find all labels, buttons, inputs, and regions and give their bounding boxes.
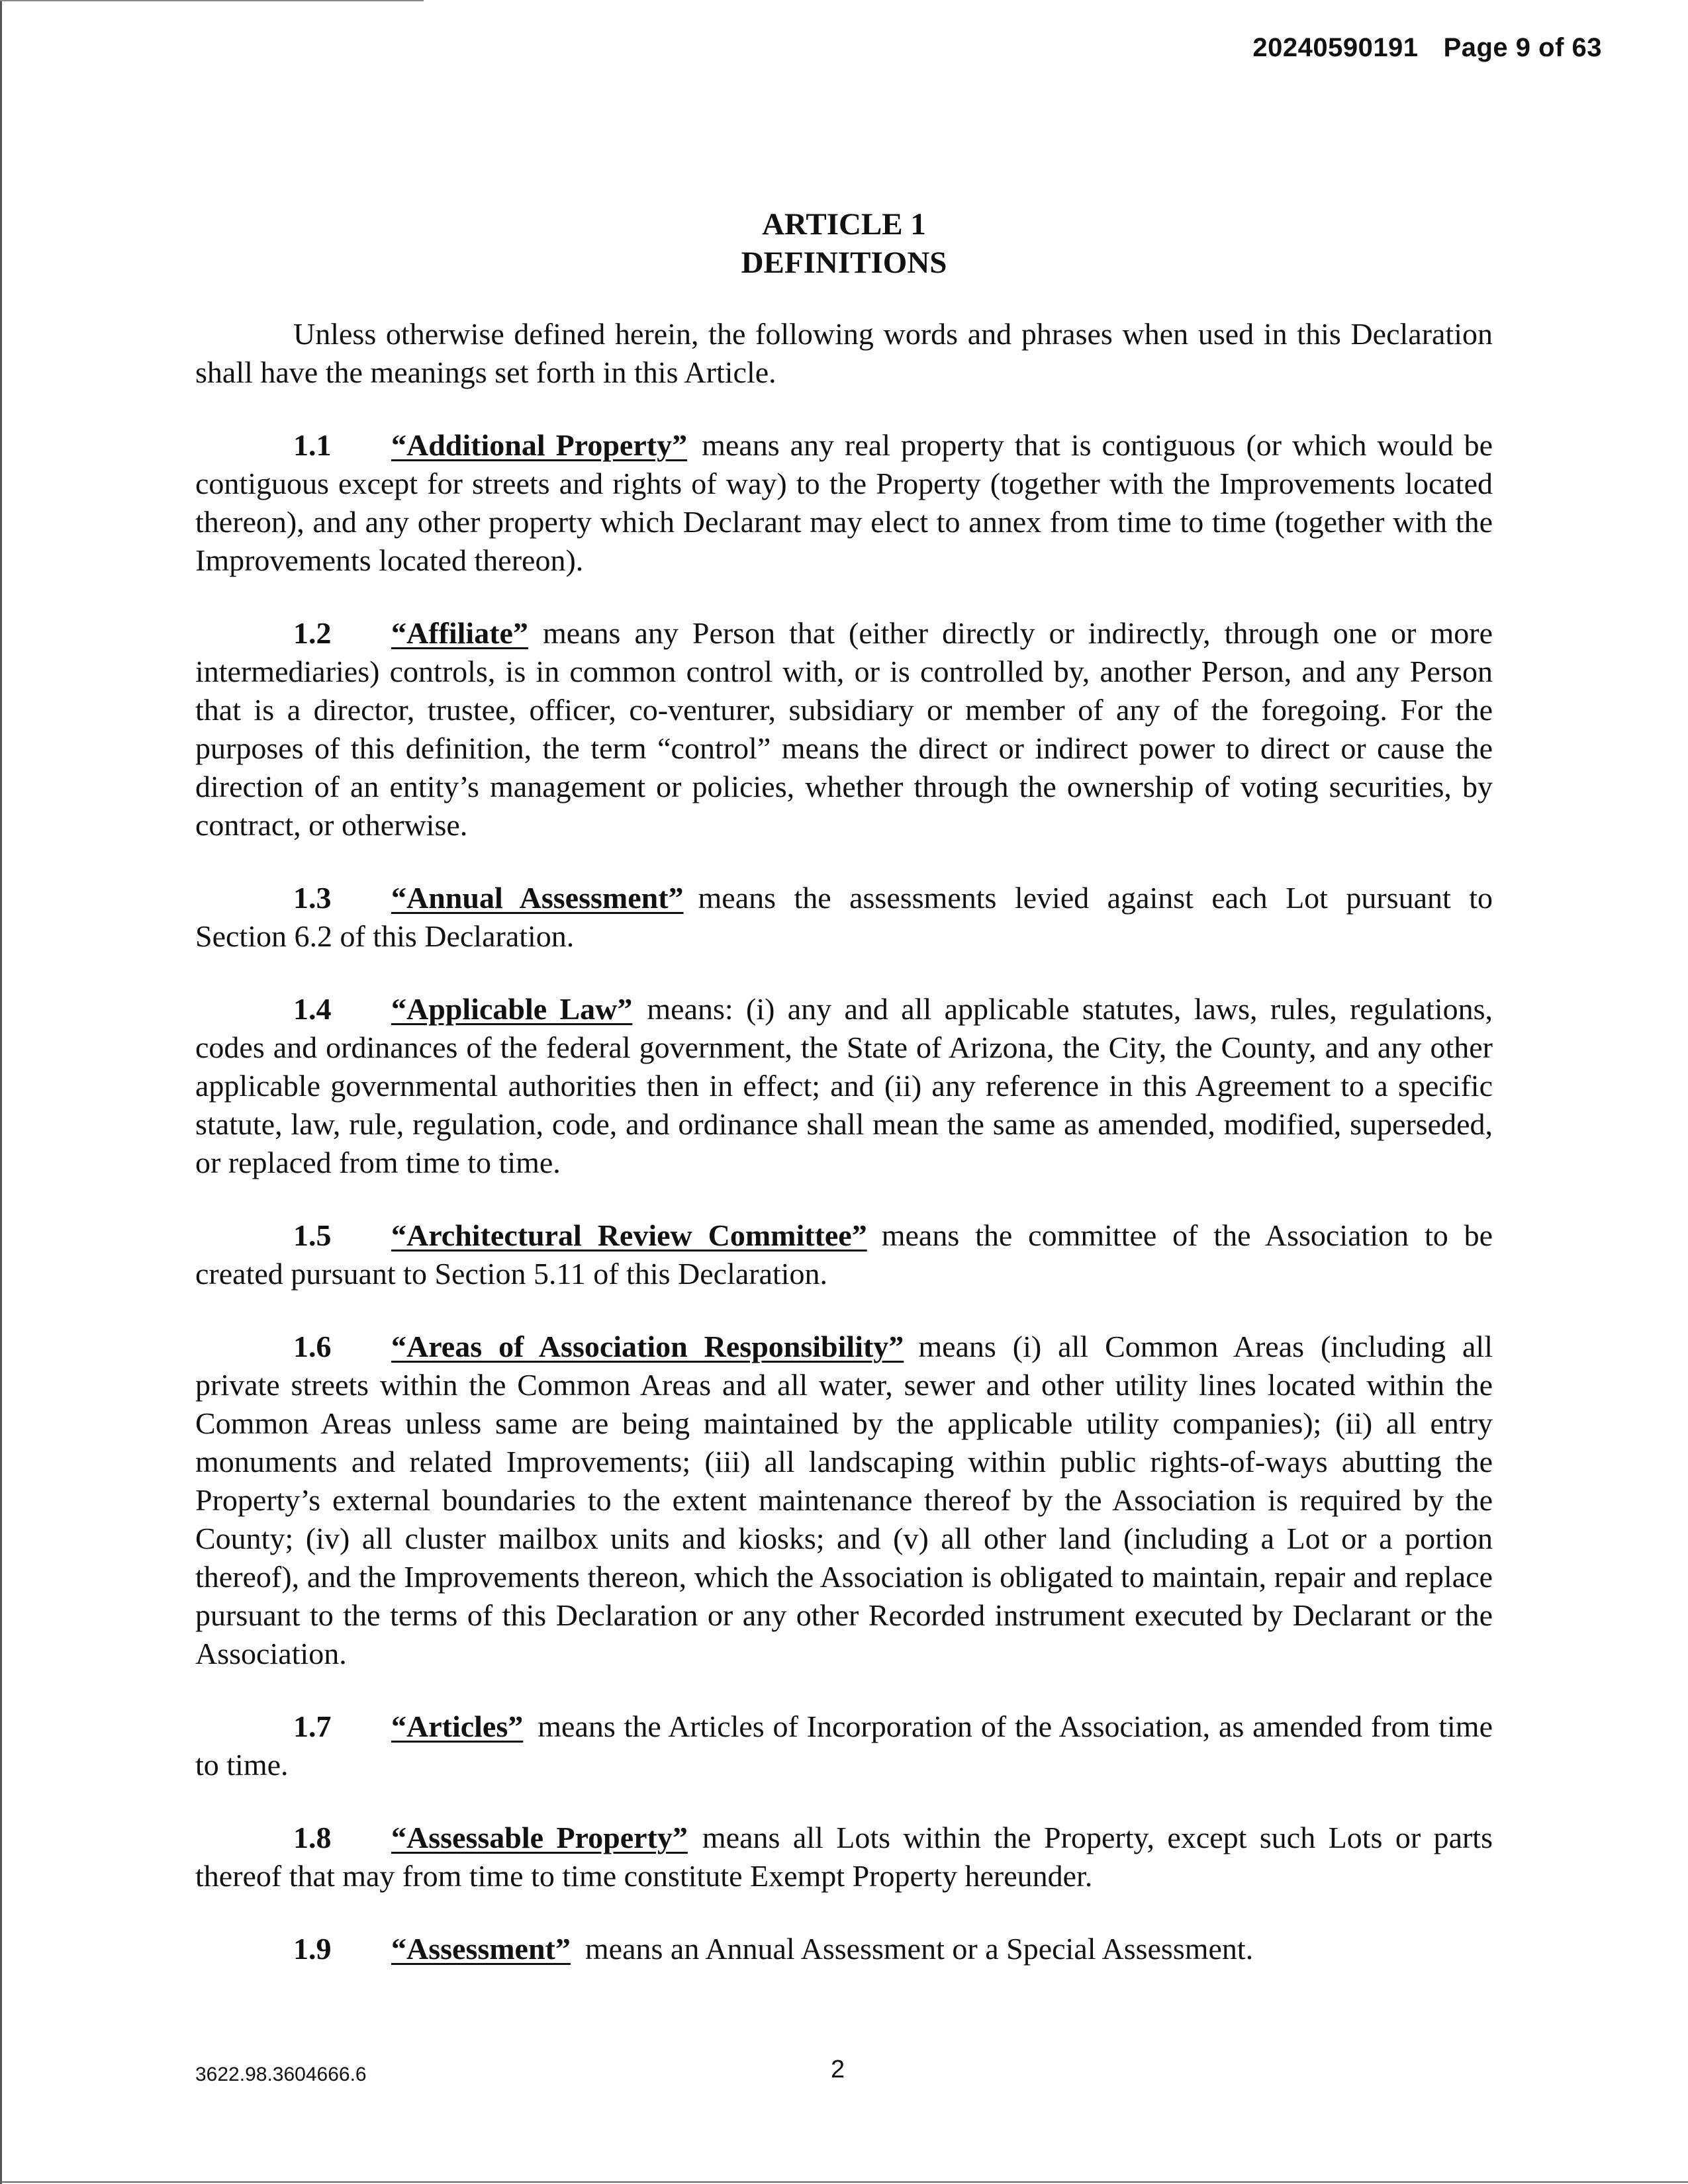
intro-paragraph: Unless otherwise defined herein, the following words and phrases when used in this Declaration shall have the meanings set forth in this Article. [195, 317, 1493, 389]
scan-edge-top [0, 0, 424, 1]
definition-text: means: (i) any and all applicable statutes, laws, rules, regulations, codes and ordinances of the federal government, the State of Arizona, the City, the County, and any other applicable governmental authorities then in effect; and (ii) any reference in this Agreement to a specific statute, law, rule, regulation, code, and ordinance shall mean the same as amended, modified, superseded, or replaced from time to time. [195, 992, 1493, 1179]
scan-edge-left [0, 0, 2, 2184]
definition-term: “Affiliate” [391, 616, 528, 650]
definition-1-5 [195, 1216, 1493, 1293]
definition-1-2 [195, 614, 1493, 844]
definition-text: means the assessments levied against each Lot pursuant to Section 6.2 of this Declaration. [195, 881, 1493, 953]
definition-text: means the Articles of Incorporation of the Association, as amended from time to time. [195, 1709, 1493, 1782]
definition-term: “Architectural Review Committee” [391, 1218, 867, 1252]
definition-text: means the committee of the Association to be created pursuant to Section 5.11 of this Declaration. [195, 1218, 1493, 1291]
definition-1-7 [195, 1707, 1493, 1784]
definition-number: 1.6 [293, 1330, 332, 1363]
definition-term: “Applicable Law” [391, 992, 633, 1026]
definition-number: 1.3 [293, 881, 332, 915]
article-heading [195, 205, 1493, 282]
definition-number: 1.5 [293, 1218, 332, 1252]
definition-number: 1.9 [293, 1932, 332, 1966]
definition-text: means all Lots within the Property, except such Lots or parts thereof that may from time to time constitute Exempt Property hereunder. [195, 1821, 1493, 1893]
definition-1-6 [195, 1328, 1493, 1673]
article-title: ARTICLE 1 [762, 207, 926, 242]
definition-term: “Areas of Association Responsibility” [391, 1330, 904, 1363]
definition-text: means any real property that is contiguous (or which would be contiguous except for streets and rights of way) to the Property (together with the Improvements located thereon), and any other property which Declarant may elect to annex from time to time (together with the Improvements located thereon). [195, 428, 1493, 577]
definition-number: 1.1 [293, 428, 332, 462]
definition-1-1 [195, 426, 1493, 580]
definition-number: 1.7 [293, 1709, 332, 1743]
definition-text: means any Person that (either directly or indirectly, through one or more intermediaries) controls, is in common control with, or is controlled by, another Person, and any Person that is a director, trustee, officer, co-venturer, subsidiary or member of any of the foregoing. For the purposes of this definition, the term “control” means the direct or indirect power to direct or cause the direction of an entity’s management or policies, whether through the ownership of voting securities, by contract, or otherwise. [195, 616, 1493, 842]
definition-term: “Assessment” [391, 1932, 571, 1966]
definition-term: “Annual Assessment” [391, 881, 684, 915]
footer-document-id: 3622.98.3604666.6 [195, 2064, 367, 2085]
definition-number: 1.2 [293, 616, 332, 650]
article-subtitle: DEFINITIONS [741, 246, 947, 280]
definition-number: 1.4 [293, 992, 332, 1026]
definition-number: 1.8 [293, 1821, 332, 1854]
definition-term: “Assessable Property” [391, 1821, 688, 1854]
recording-document-number: 20240590191 [1252, 33, 1419, 62]
definition-text: means an Annual Assessment or a Special Assessment. [585, 1932, 1254, 1966]
scan-edge-bottom [0, 2181, 1688, 2183]
definition-text: means (i) all Common Areas (including all private streets within the Common Areas and all water, sewer and other utility lines located within the Common Areas unless same are being maintained by the applicable utility companies); (ii) all entry monuments and related Improvements; (iii) all landscaping within public rights-of-ways abutting the Property’s external boundaries to the extent maintenance thereof by the Association is required by the County; (iv) all cluster mailbox units and kiosks; and (v) all other land (including a Lot or a portion thereof), and the Improvements thereon, which the Association is obligated to maintain, repair and replace pursuant to the terms of this Declaration or any other Recorded instrument executed by Declarant or the Association. [195, 1330, 1493, 1670]
footer-page-number: 2 [831, 2056, 845, 2083]
document-body [195, 205, 1493, 2003]
definition-term: “Articles” [391, 1709, 524, 1743]
definition-1-9 [195, 1930, 1493, 1968]
definition-1-3 [195, 879, 1493, 956]
recording-page-label: Page 9 of 63 [1443, 33, 1602, 62]
definition-1-8 [195, 1819, 1493, 1895]
recording-header [1252, 33, 1602, 63]
definition-term: “Additional Property” [391, 428, 688, 462]
definition-1-4 [195, 990, 1493, 1182]
